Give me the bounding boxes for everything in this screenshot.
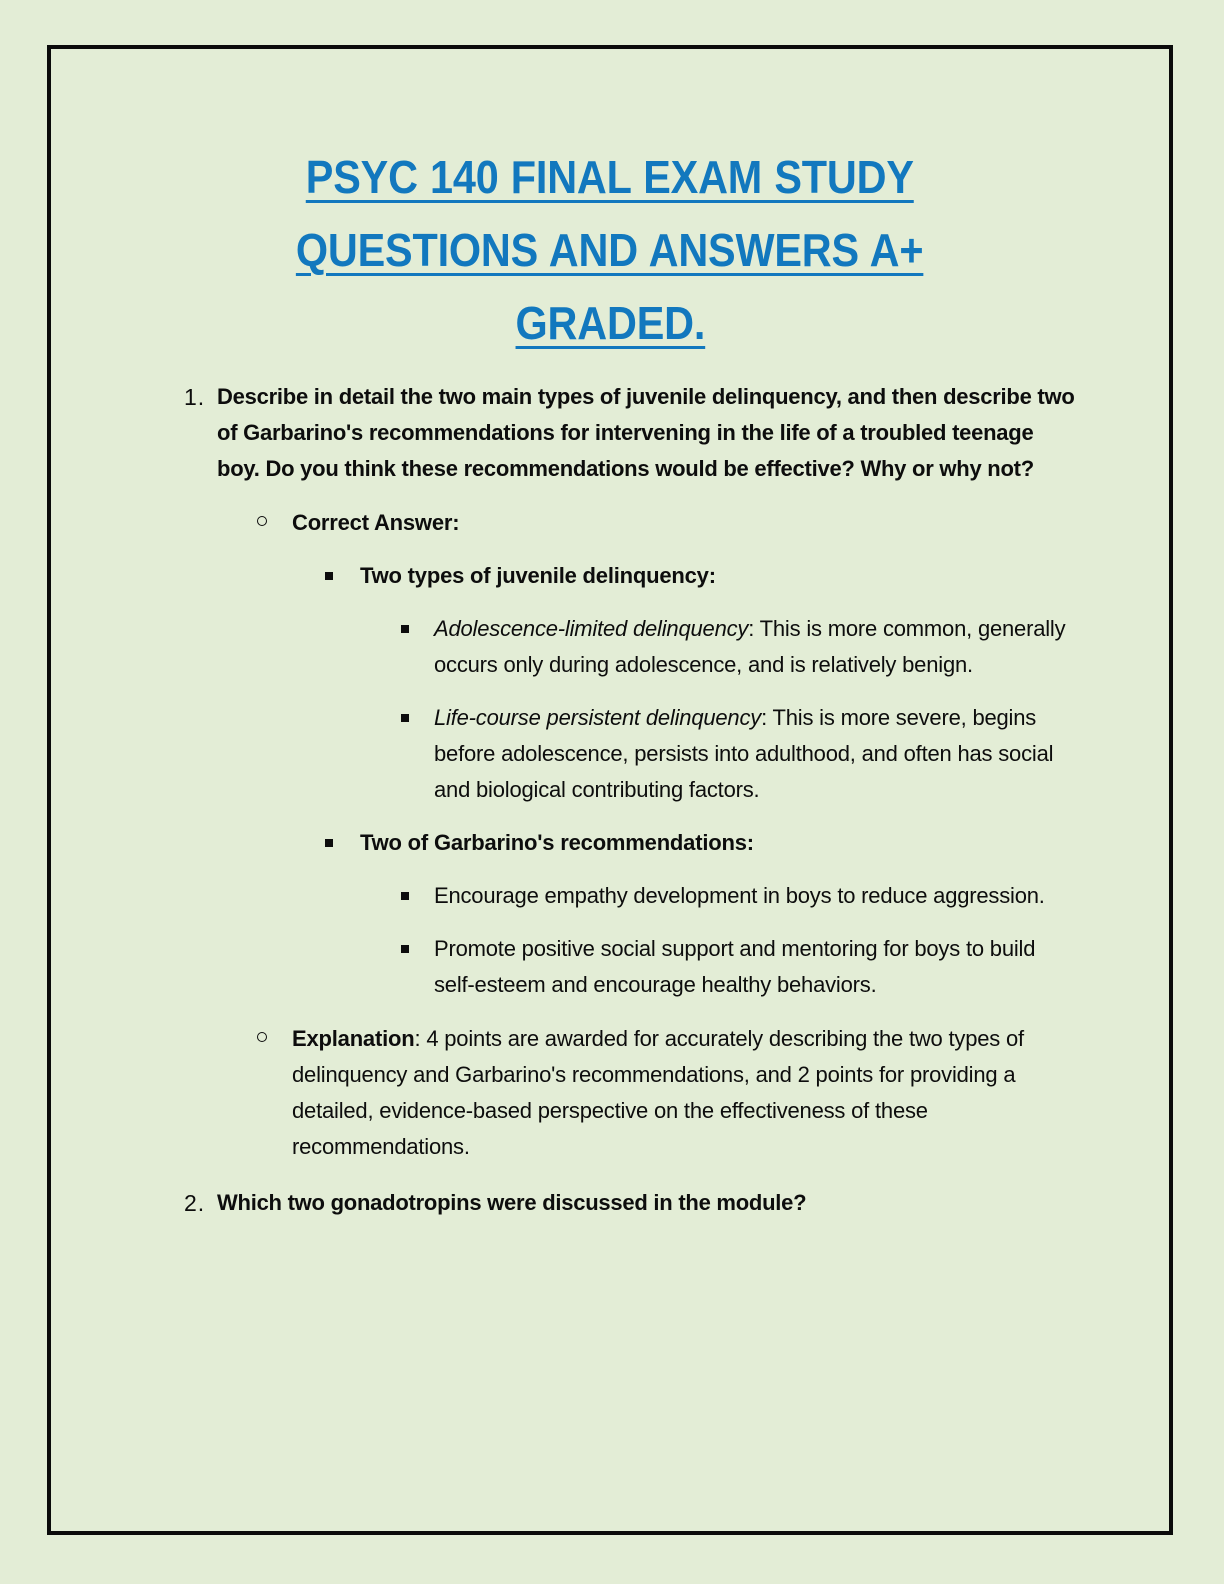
square-bullet-icon: [325, 839, 343, 849]
list-item-question-1: [51, 379, 1177, 487]
list-marker-number: 2.: [184, 1190, 206, 1216]
life-course-persistent-term: Life-course persistent delinquency: [434, 705, 762, 730]
question-list: [51, 379, 1177, 1221]
page-border-frame: [47, 45, 1173, 1535]
question-2-text: Which two gonadotropins were discussed in the module?: [217, 1190, 807, 1215]
square-bullet-icon: [325, 572, 343, 582]
page-title-line-3: GRADED.: [515, 297, 705, 349]
adolescence-limited-body: : This is more common, generally occurs only during adolescence, and is relatively benign.: [434, 616, 1066, 677]
circle-bullet-icon: [257, 1032, 277, 1044]
list-item-life-course-persistent: [51, 700, 1177, 808]
page-title-line-1: PSYC 140 FINAL EXAM STUDY: [306, 151, 914, 203]
group-heading-recommendations-text: Two of Garbarino's recommendations:: [360, 830, 754, 855]
life-course-persistent-body: : This is more severe, begins before adolescence, persists into adulthood, and often has social and biological contributing factors.: [434, 705, 1054, 802]
explanation-line: [292, 1021, 1082, 1165]
question-1-text: Describe in detail the two main types of juvenile delinquency, and then describe two of Garbarino's recommendations for intervening in the life of a troubled teenage boy. Do you think these recommendations would be effective? Why or why not?: [217, 384, 1075, 481]
circle-bullet-icon: [257, 516, 277, 528]
group-heading-types-text: Two types of juvenile delinquency:: [360, 563, 716, 588]
page-title-line-2: QUESTIONS AND ANSWERS A+: [296, 224, 924, 276]
square-bullet-icon: [401, 945, 419, 955]
explanation-label: Explanation: [292, 1026, 415, 1051]
list-marker-number: 1.: [184, 384, 206, 410]
list-item-recommendation-mentoring: [51, 931, 1177, 1003]
square-bullet-icon: [401, 714, 419, 724]
explanation-body: : 4 points are awarded for accurately describing the two types of delinquency and Garbarino's recommendations, and 2 points for providing a detailed, evidence-based perspective on the effectiveness of these recommendations.: [292, 1026, 1024, 1159]
list-item-recommendation-empathy: [51, 878, 1177, 914]
list-item-question-2: [51, 1185, 1177, 1221]
life-course-persistent-line: [434, 700, 1079, 808]
page-title: [51, 49, 1169, 360]
list-item-group-heading-types: [51, 558, 1177, 594]
recommendation-empathy-text: Encourage empathy development in boys to reduce aggression.: [434, 883, 1045, 908]
list-item-group-heading-recommendations: [51, 825, 1177, 861]
list-item-explanation: [51, 1021, 1177, 1165]
recommendation-mentoring-text: Promote positive social support and mentoring for boys to build self-esteem and encourage healthy behaviors.: [434, 936, 1036, 997]
adolescence-limited-line: [434, 611, 1079, 683]
list-item-adolescence-limited: [51, 611, 1177, 683]
square-bullet-icon: [401, 625, 419, 635]
correct-answer-label: Correct Answer:: [292, 510, 460, 535]
adolescence-limited-term: Adolescence-limited delinquency: [434, 616, 749, 641]
square-bullet-icon: [401, 892, 419, 902]
list-item-correct-answer: [51, 505, 1177, 541]
